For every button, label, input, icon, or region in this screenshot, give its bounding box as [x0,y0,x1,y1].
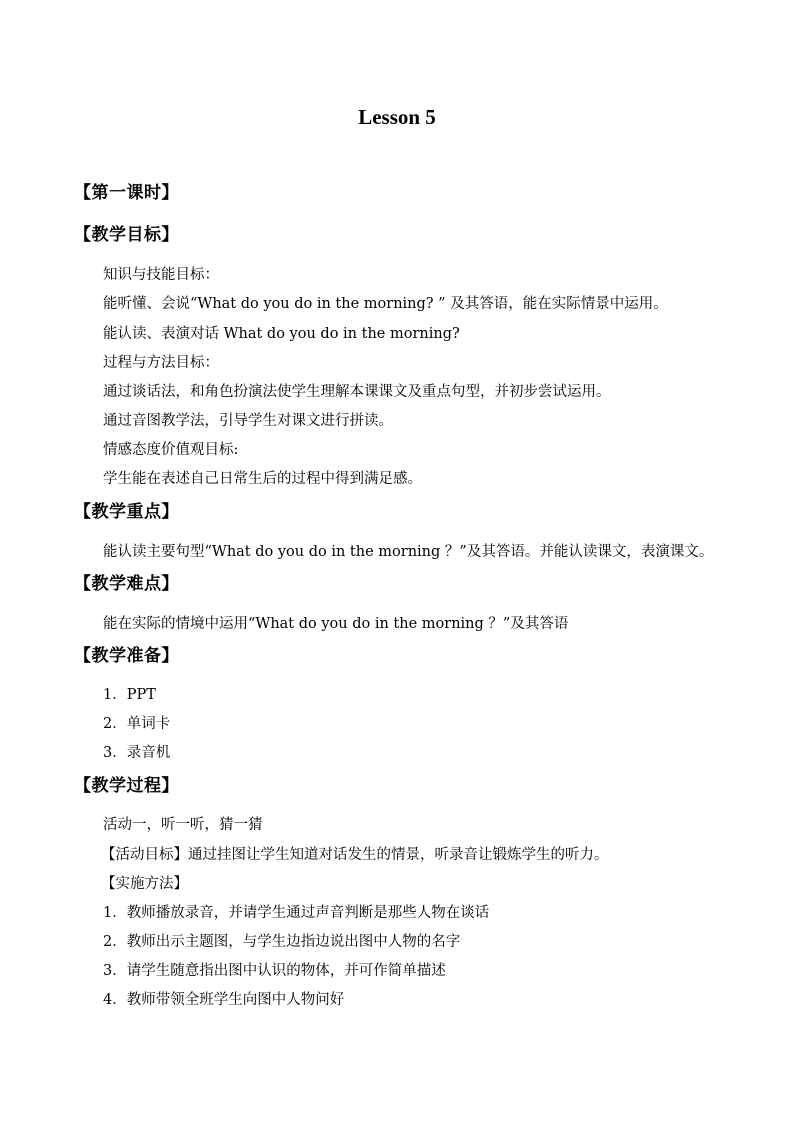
objective-line: 情感态度价值观目标: [103,442,239,458]
heading-key-points: 【教学重点】 [74,502,179,522]
heading-process: 【教学过程】 [74,776,179,796]
method-heading: 【实施方法】 [101,876,188,892]
objective-line: 知识与技能目标： [103,267,219,283]
heading-objectives: 【教学目标】 [74,225,179,245]
method-step: 1．教师播放录音，并请学生通过声音判断是那些人物在谈话 [103,905,490,921]
heading-difficulties: 【教学难点】 [74,574,179,594]
lesson-title: Lesson 5 [358,105,436,129]
difficulty-line: 能在实际的情境中运用“What do you do in the morning ？”及其答语 [103,616,569,632]
key-point-line: 能认读主要句型“What do you do in the morning ？”及其答语。并能认读课文，表演课文。 [103,544,714,560]
method-step: 4．教师带领全班学生向图中人物问好 [103,992,345,1008]
method-step: 2．教师出示主题图，与学生边指边说出图中人物的名字 [103,934,461,950]
preparation-item: 2．单词卡 [103,716,171,732]
activity-title: 活动一，听一听，猜一猜 [103,817,263,833]
objective-line: 通过音图教学法，引导学生对课文进行拼读。 [103,413,393,429]
objective-line: 能听懂、会说“What do you do in the morning? ” 及其答语，能在实际情景中运用。 [103,296,668,312]
objective-line: 过程与方法目标： [103,355,219,371]
preparation-item: 3．录音机 [103,745,171,761]
objective-line: 通过谈话法，和角色扮演法使学生理解本课课文及重点句型，并初步尝试运用。 [103,384,611,400]
heading-preparation: 【教学准备】 [74,646,179,666]
preparation-item: 1．PPT [103,687,156,703]
method-step: 3．请学生随意指出图中认识的物体，并可作简单描述 [103,963,446,979]
objective-line: 能认读、表演对话 What do you do in the morning? [103,326,460,342]
objective-line: 学生能在表述自己日常生后的过程中得到满足感。 [103,471,422,487]
heading-period: 【第一课时】 [74,183,179,203]
activity-goal: 【活动目标】通过挂图让学生知道对话发生的情景，听录音让锻炼学生的听力。 [101,847,609,863]
